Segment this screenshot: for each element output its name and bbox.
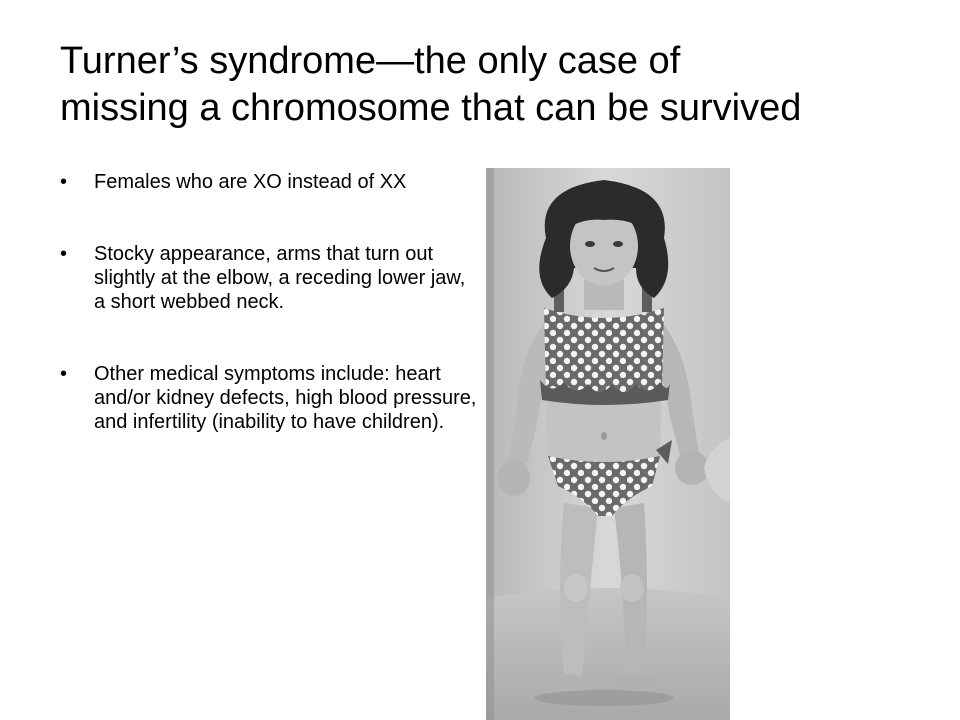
swimsuit-top: [544, 308, 664, 395]
photo-edge-shadow: [486, 168, 494, 720]
bullet-text: Stocky appearance, arms that turn out slightly at the elbow, a receding lower jaw, a short webbed neck.: [94, 243, 466, 313]
figure-left-hand: [498, 460, 530, 496]
slide-title-line-2: missing a chromosome that can be survived: [60, 87, 802, 129]
figure-right-hand: [675, 451, 709, 485]
bullet-item-karyotype: [60, 170, 480, 194]
figure-right-knee: [620, 574, 644, 602]
bullet-dot-icon: •: [60, 171, 68, 193]
bullet-item-appearance: [60, 242, 480, 314]
bullet-list: [60, 170, 480, 482]
figure-shadow: [534, 690, 674, 706]
figure-right-eye: [613, 241, 623, 247]
figure-left-knee: [564, 574, 588, 602]
photo-illustration: [486, 168, 730, 720]
bullet-text: Females who are XO instead of XX: [94, 171, 407, 193]
slide-title: [60, 38, 940, 132]
bullet-item-medical-symptoms: [60, 362, 480, 434]
figure-navel: [601, 432, 607, 440]
bullet-dot-icon: •: [60, 243, 68, 265]
bullet-dot-icon: •: [60, 363, 68, 385]
figure-left-eye: [585, 241, 595, 247]
photo-girl-in-swimsuit: [486, 168, 730, 720]
slide-title-line-1: Turner’s syndrome—the only case of: [60, 40, 681, 82]
bullet-text: Other medical symptoms include: heart and/or kidney defects, high blood pressure, and infertility (inability to have children).: [94, 363, 477, 433]
